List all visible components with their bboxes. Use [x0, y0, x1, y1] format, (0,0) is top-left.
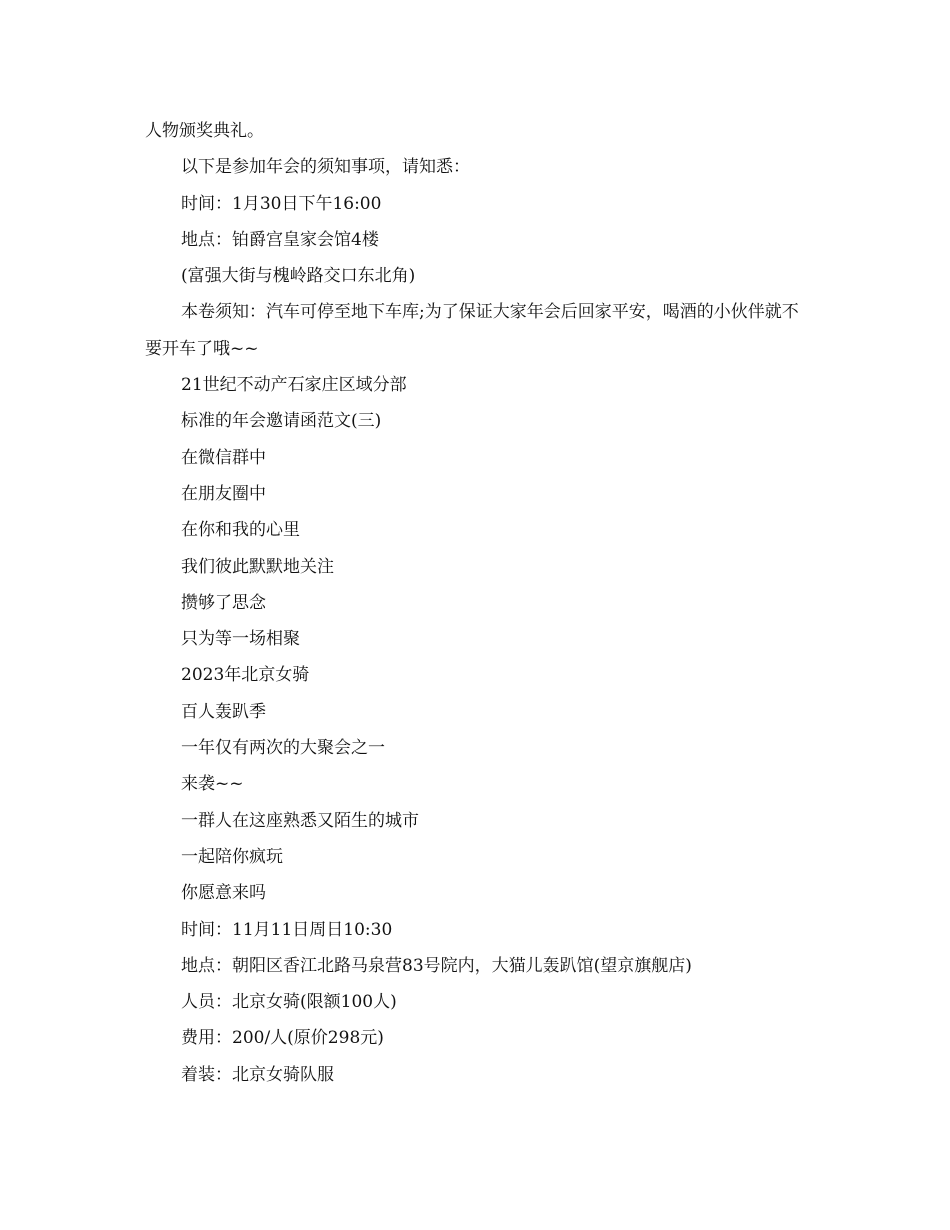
paragraph-line: 来袭~~ [181, 774, 244, 795]
paragraph-line: 你愿意来吗 [181, 883, 266, 904]
paragraph-line: 地点：铂爵宫皇家会馆4楼 [181, 229, 379, 250]
paragraph-line: 我们彼此默默地关注 [181, 556, 334, 577]
paragraph-line: 21世纪不动产石家庄区域分部 [181, 375, 407, 396]
paragraph-line: 百人轰趴季 [181, 701, 266, 722]
paragraph-line: 时间：1月30日下午16:00 [181, 193, 382, 214]
paragraph-line: 攒够了思念 [181, 592, 266, 613]
paragraph-line: (富强大街与槐岭路交口东北角) [181, 266, 416, 287]
paragraph-line: 一起陪你疯玩 [181, 846, 283, 867]
paragraph-line: 地点：朝阳区香江北路马泉营83号院内，大猫儿轰趴馆(望京旗舰店) [181, 955, 692, 976]
paragraph-line: 一年仅有两次的大聚会之一 [181, 738, 385, 759]
paragraph-line: 人员：北京女骑(限额100人) [181, 992, 397, 1013]
paragraph-line: 在朋友圈中 [181, 483, 266, 504]
paragraph-line: 时间：11月11日周日10:30 [181, 919, 393, 940]
paragraph-line: 以下是参加年会的须知事项，请知悉： [181, 157, 470, 178]
paragraph-line: 2023年北京女骑 [181, 665, 310, 686]
paragraph-line: 在你和我的心里 [181, 520, 300, 541]
paragraph-line: 只为等一场相聚 [181, 629, 300, 650]
paragraph-line: 费用：200/人(原价298元) [181, 1028, 384, 1049]
paragraph-line: 标准的年会邀请函范文(三) [181, 411, 382, 432]
paragraph-line: 着装：北京女骑队服 [181, 1064, 334, 1085]
paragraph-line: 本卷须知：汽车可停至地下车库;为了保证大家年会后回家平安，喝酒的小伙伴就不要开车了哦~~ [145, 302, 799, 359]
paragraph-line: 人物颁奖典礼。 [145, 121, 264, 141]
paragraph-line: 一群人在这座熟悉又陌生的城市 [181, 810, 419, 831]
paragraph-line: 在微信群中 [181, 447, 266, 468]
document-body [145, 113, 810, 1093]
